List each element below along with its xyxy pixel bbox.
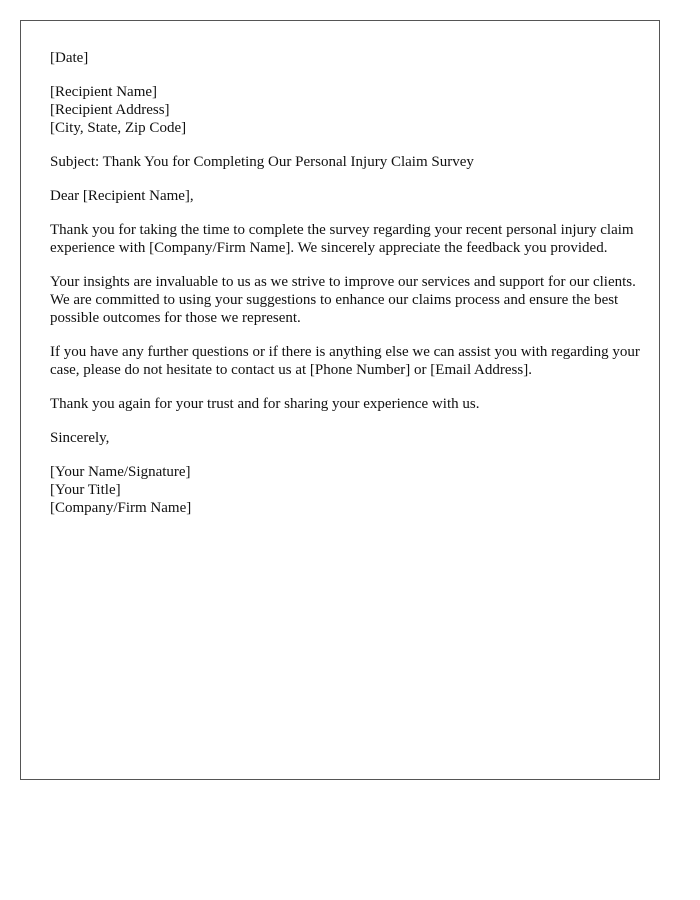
signature-block xyxy=(50,463,640,517)
paragraph-4 xyxy=(50,395,640,413)
paragraph-text: Your insights are invaluable to us as we strive to improve our services and support for our clients. We are committed to using your suggestions to enhance our claims process and ensure the best possible outcomes for those we represent. xyxy=(50,274,636,326)
closing-block xyxy=(50,429,640,447)
salutation-block xyxy=(50,187,640,205)
recipient-block xyxy=(50,83,640,137)
paragraph-1 xyxy=(50,221,640,257)
letter-page xyxy=(20,20,660,780)
signature-company: [Company/Firm Name] xyxy=(50,500,192,516)
recipient-city-state-zip: [City, State, Zip Code] xyxy=(50,120,187,136)
signature-name: [Your Name/Signature] xyxy=(50,464,191,480)
letter-closing: Sincerely, xyxy=(50,430,110,446)
paragraph-3 xyxy=(50,343,640,379)
date-block xyxy=(50,49,640,67)
recipient-address: [Recipient Address] xyxy=(50,102,170,118)
paragraph-text: Thank you again for your trust and for sharing your experience with us. xyxy=(50,396,480,412)
paragraph-text: Thank you for taking the time to complete the survey regarding your recent personal injury claim experience with [Company/Firm Name]. We sincerely appreciate the feedback you provided. xyxy=(50,222,634,256)
subject-block xyxy=(50,153,640,171)
recipient-name: [Recipient Name] xyxy=(50,84,158,100)
letter-subject: Subject: Thank You for Completing Our Personal Injury Claim Survey xyxy=(50,154,474,170)
letter-body xyxy=(50,49,640,533)
paragraph-2 xyxy=(50,273,640,327)
letter-salutation: Dear [Recipient Name], xyxy=(50,188,194,204)
signature-title: [Your Title] xyxy=(50,482,121,498)
paragraph-text: If you have any further questions or if there is anything else we can assist you with regarding your case, please do not hesitate to contact us at [Phone Number] or [Email Address]. xyxy=(50,344,640,378)
letter-date: [Date] xyxy=(50,50,89,66)
